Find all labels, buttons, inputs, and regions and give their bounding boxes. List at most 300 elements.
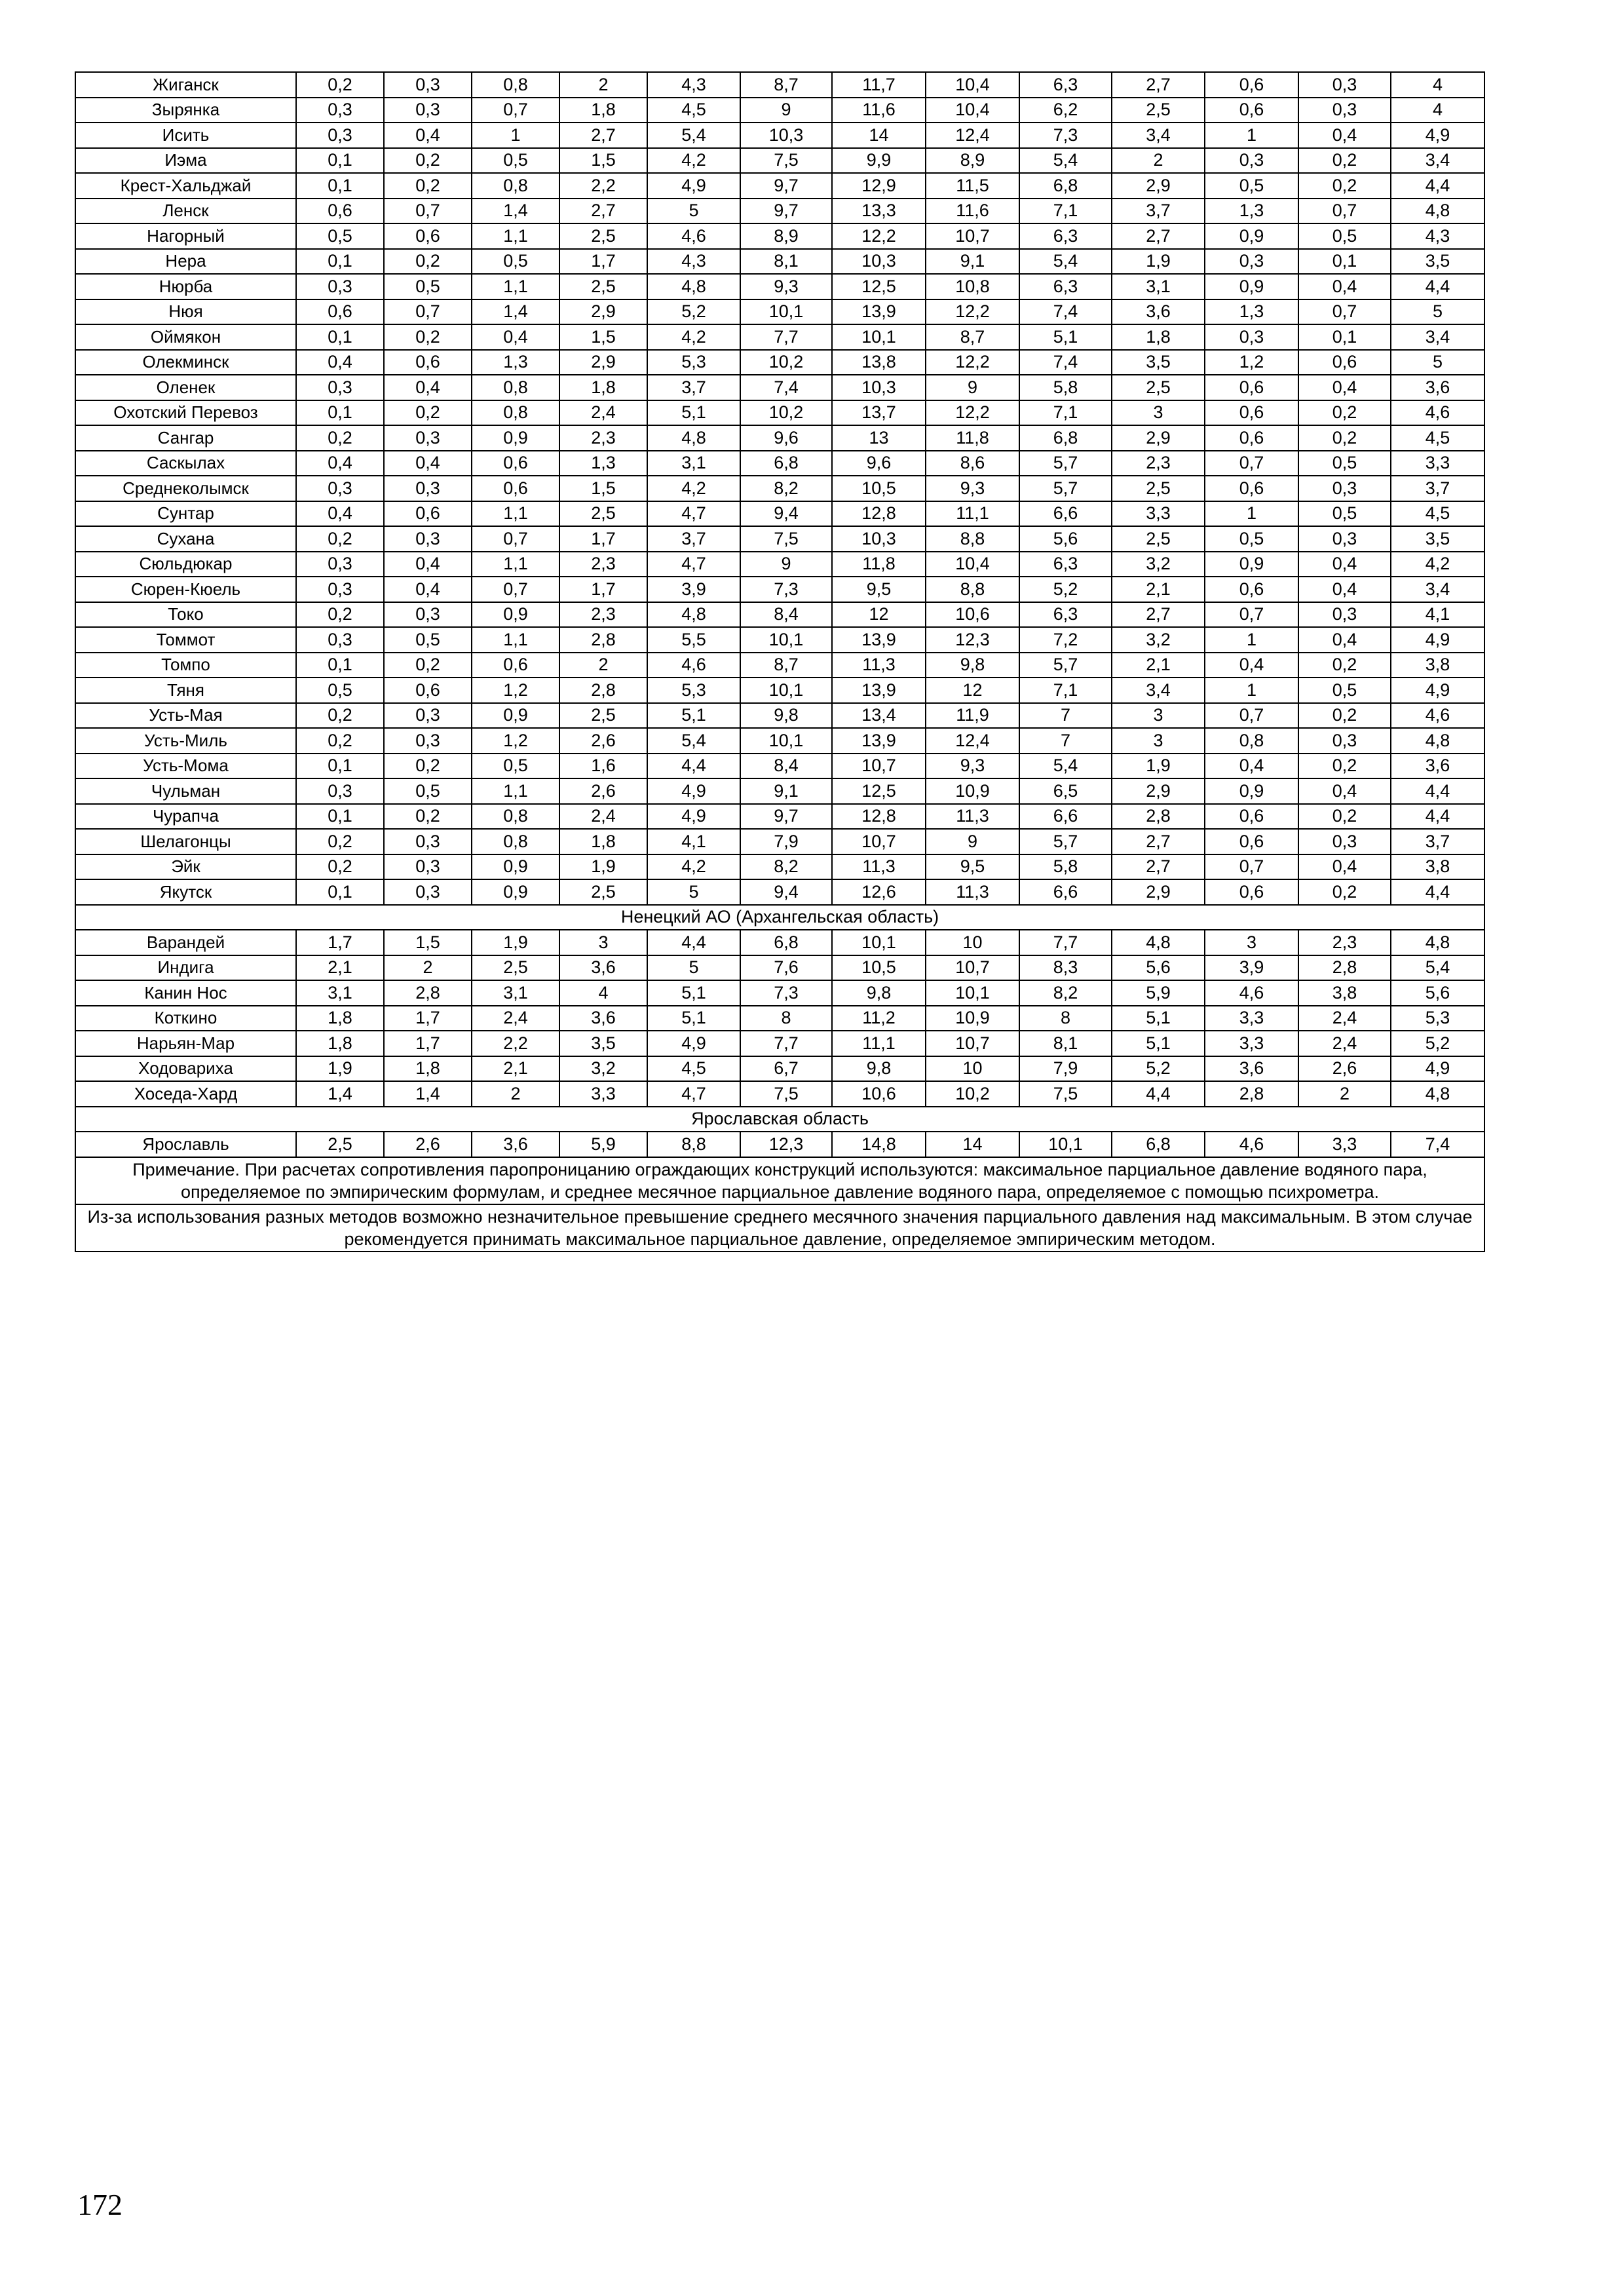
month-value-3: 0,6 [472, 476, 559, 501]
month-value-10: 2,5 [1112, 526, 1205, 552]
month-value-4: 2,2 [559, 173, 647, 199]
month-value-3: 0,6 [472, 653, 559, 678]
month-value-9: 7,7 [1019, 930, 1112, 955]
month-value-7: 10,6 [832, 1081, 926, 1107]
table-row [75, 476, 1484, 501]
station-name: Тяня [75, 678, 296, 703]
month-value-10: 3,7 [1112, 199, 1205, 224]
month-value-9: 7,5 [1019, 1081, 1112, 1107]
month-value-2: 1,7 [384, 1006, 472, 1031]
month-value-12: 0,1 [1298, 324, 1391, 350]
month-value-10: 2 [1112, 148, 1205, 174]
month-value-9: 6,8 [1019, 173, 1112, 199]
month-value-9: 7 [1019, 728, 1112, 754]
month-value-9: 5,2 [1019, 577, 1112, 602]
month-value-5: 5,1 [647, 703, 740, 729]
station-name: Олекминск [75, 350, 296, 375]
month-value-3: 0,6 [472, 451, 559, 476]
month-value-12: 0,4 [1298, 778, 1391, 804]
month-value-6: 9 [740, 98, 832, 123]
month-value-12: 0,2 [1298, 754, 1391, 779]
month-value-3: 1,1 [472, 274, 559, 299]
month-value-1: 0,4 [296, 501, 384, 527]
table-row [75, 123, 1484, 148]
station-name: Ленск [75, 199, 296, 224]
month-value-8: 8,8 [926, 577, 1019, 602]
month-value-5: 4,9 [647, 1031, 740, 1056]
station-name: Нера [75, 249, 296, 275]
month-value-12: 0,2 [1298, 653, 1391, 678]
month-value-10: 5,2 [1112, 1056, 1205, 1082]
month-value-13: 5,4 [1391, 955, 1484, 981]
month-value-11: 0,9 [1205, 778, 1298, 804]
month-value-7: 12,8 [832, 501, 926, 527]
month-value-4: 1,7 [559, 577, 647, 602]
table-row [75, 223, 1484, 249]
month-value-6: 9,7 [740, 199, 832, 224]
month-value-7: 14,8 [832, 1132, 926, 1157]
month-value-2: 0,3 [384, 703, 472, 729]
month-value-9: 7,2 [1019, 627, 1112, 653]
month-value-8: 11,8 [926, 425, 1019, 451]
month-value-2: 0,3 [384, 72, 472, 98]
table-row [75, 1056, 1484, 1082]
month-value-10: 2,5 [1112, 98, 1205, 123]
month-value-4: 2,4 [559, 400, 647, 426]
month-value-13: 4,2 [1391, 552, 1484, 577]
month-value-7: 13,4 [832, 703, 926, 729]
month-value-4: 1,8 [559, 98, 647, 123]
table-row [75, 602, 1484, 628]
month-value-10: 3,2 [1112, 552, 1205, 577]
month-value-12: 0,2 [1298, 148, 1391, 174]
month-value-13: 3,6 [1391, 754, 1484, 779]
month-value-4: 1,6 [559, 754, 647, 779]
month-value-9: 8,3 [1019, 955, 1112, 981]
month-value-4: 1,9 [559, 854, 647, 880]
month-value-9: 5,6 [1019, 526, 1112, 552]
table-row [75, 451, 1484, 476]
month-value-9: 7,1 [1019, 400, 1112, 426]
month-value-6: 7,5 [740, 1081, 832, 1107]
month-value-12: 0,4 [1298, 854, 1391, 880]
month-value-3: 0,9 [472, 425, 559, 451]
month-value-4: 3,3 [559, 1081, 647, 1107]
month-value-1: 3,1 [296, 980, 384, 1006]
month-value-3: 1,4 [472, 199, 559, 224]
month-value-12: 3,3 [1298, 1132, 1391, 1157]
month-value-5: 5,4 [647, 123, 740, 148]
month-value-11: 4,6 [1205, 980, 1298, 1006]
month-value-1: 0,3 [296, 375, 384, 400]
month-value-9: 8 [1019, 1006, 1112, 1031]
month-value-3: 1 [472, 123, 559, 148]
month-value-4: 2,5 [559, 703, 647, 729]
month-value-8: 11,3 [926, 879, 1019, 905]
month-value-7: 10,3 [832, 375, 926, 400]
month-value-11: 0,6 [1205, 400, 1298, 426]
month-value-13: 3,4 [1391, 577, 1484, 602]
month-value-1: 0,3 [296, 98, 384, 123]
month-value-3: 2,5 [472, 955, 559, 981]
month-value-12: 0,2 [1298, 804, 1391, 830]
station-name: Усть-Мома [75, 754, 296, 779]
month-value-3: 1,1 [472, 223, 559, 249]
month-value-11: 0,5 [1205, 173, 1298, 199]
table-row [75, 249, 1484, 275]
month-value-9: 5,1 [1019, 324, 1112, 350]
month-value-11: 0,9 [1205, 552, 1298, 577]
month-value-2: 0,6 [384, 678, 472, 703]
table-row [75, 425, 1484, 451]
month-value-8: 10 [926, 930, 1019, 955]
month-value-3: 0,7 [472, 98, 559, 123]
month-value-9: 8,1 [1019, 1031, 1112, 1056]
month-value-4: 3,6 [559, 1006, 647, 1031]
month-value-4: 2,5 [559, 274, 647, 299]
month-value-9: 6,3 [1019, 602, 1112, 628]
station-name: Шелагонцы [75, 829, 296, 854]
month-value-7: 12,5 [832, 274, 926, 299]
month-value-11: 2,8 [1205, 1081, 1298, 1107]
month-value-6: 9,4 [740, 879, 832, 905]
month-value-11: 1,2 [1205, 350, 1298, 375]
month-value-10: 3 [1112, 703, 1205, 729]
month-value-6: 7,3 [740, 980, 832, 1006]
month-value-7: 11,8 [832, 552, 926, 577]
month-value-7: 11,2 [832, 1006, 926, 1031]
month-value-12: 0,5 [1298, 223, 1391, 249]
month-value-11: 0,6 [1205, 98, 1298, 123]
month-value-9: 6,3 [1019, 72, 1112, 98]
month-value-13: 4,4 [1391, 778, 1484, 804]
month-value-8: 12 [926, 678, 1019, 703]
month-value-13: 4,4 [1391, 173, 1484, 199]
month-value-12: 0,2 [1298, 425, 1391, 451]
table-row [75, 552, 1484, 577]
station-name: Исить [75, 123, 296, 148]
table-row [75, 804, 1484, 830]
month-value-2: 0,3 [384, 879, 472, 905]
month-value-13: 4,8 [1391, 199, 1484, 224]
station-name: Чульман [75, 778, 296, 804]
table-row [75, 854, 1484, 880]
month-value-13: 4,9 [1391, 627, 1484, 653]
station-name: Сунтар [75, 501, 296, 527]
month-value-7: 13,3 [832, 199, 926, 224]
month-value-2: 1,4 [384, 1081, 472, 1107]
month-value-10: 1,9 [1112, 754, 1205, 779]
month-value-5: 4,8 [647, 425, 740, 451]
month-value-12: 0,4 [1298, 577, 1391, 602]
month-value-11: 0,7 [1205, 703, 1298, 729]
table-row [75, 274, 1484, 299]
month-value-8: 12,2 [926, 350, 1019, 375]
month-value-5: 4,3 [647, 72, 740, 98]
month-value-5: 5,2 [647, 299, 740, 325]
month-value-8: 9,8 [926, 653, 1019, 678]
month-value-2: 0,2 [384, 754, 472, 779]
month-value-4: 2,6 [559, 778, 647, 804]
month-value-10: 2,5 [1112, 375, 1205, 400]
table-row [75, 98, 1484, 123]
month-value-13: 4,4 [1391, 804, 1484, 830]
month-value-7: 10,5 [832, 476, 926, 501]
month-value-5: 3,1 [647, 451, 740, 476]
month-value-2: 0,4 [384, 123, 472, 148]
station-name: Томмот [75, 627, 296, 653]
month-value-9: 7 [1019, 703, 1112, 729]
month-value-12: 0,4 [1298, 552, 1391, 577]
month-value-5: 4,2 [647, 324, 740, 350]
month-value-9: 10,1 [1019, 1132, 1112, 1157]
month-value-11: 3,9 [1205, 955, 1298, 981]
month-value-10: 3,4 [1112, 123, 1205, 148]
month-value-6: 9,7 [740, 173, 832, 199]
month-value-2: 0,3 [384, 526, 472, 552]
note-row [75, 1204, 1484, 1252]
month-value-6: 7,5 [740, 148, 832, 174]
month-value-1: 0,1 [296, 804, 384, 830]
month-value-10: 6,8 [1112, 1132, 1205, 1157]
table-row [75, 1006, 1484, 1031]
month-value-13: 4,3 [1391, 223, 1484, 249]
month-value-4: 4 [559, 980, 647, 1006]
month-value-4: 2,7 [559, 123, 647, 148]
month-value-4: 2,8 [559, 627, 647, 653]
month-value-12: 0,2 [1298, 703, 1391, 729]
table-row [75, 526, 1484, 552]
station-name: Якутск [75, 879, 296, 905]
month-value-6: 9,8 [740, 703, 832, 729]
month-value-13: 3,4 [1391, 148, 1484, 174]
station-name: Оленек [75, 375, 296, 400]
month-value-4: 1,3 [559, 451, 647, 476]
month-value-1: 0,6 [296, 299, 384, 325]
table-row [75, 501, 1484, 527]
month-value-5: 4,7 [647, 1081, 740, 1107]
month-value-12: 0,1 [1298, 249, 1391, 275]
month-value-10: 5,6 [1112, 955, 1205, 981]
month-value-8: 11,9 [926, 703, 1019, 729]
month-value-5: 4,8 [647, 274, 740, 299]
note-row [75, 1157, 1484, 1204]
month-value-2: 0,2 [384, 653, 472, 678]
month-value-10: 2,5 [1112, 476, 1205, 501]
month-value-1: 0,1 [296, 754, 384, 779]
month-value-6: 8 [740, 1006, 832, 1031]
month-value-4: 3,5 [559, 1031, 647, 1056]
month-value-10: 5,1 [1112, 1006, 1205, 1031]
month-value-8: 10,8 [926, 274, 1019, 299]
month-value-2: 0,2 [384, 173, 472, 199]
month-value-11: 1 [1205, 501, 1298, 527]
month-value-3: 0,9 [472, 879, 559, 905]
month-value-2: 0,5 [384, 778, 472, 804]
month-value-5: 3,7 [647, 526, 740, 552]
month-value-1: 0,2 [296, 703, 384, 729]
month-value-7: 12,6 [832, 879, 926, 905]
month-value-10: 5,1 [1112, 1031, 1205, 1056]
month-value-2: 0,3 [384, 425, 472, 451]
month-value-4: 2 [559, 653, 647, 678]
month-value-5: 5 [647, 199, 740, 224]
month-value-5: 3,9 [647, 577, 740, 602]
month-value-3: 1,9 [472, 930, 559, 955]
month-value-9: 6,3 [1019, 552, 1112, 577]
month-value-5: 4,4 [647, 754, 740, 779]
month-value-13: 5,3 [1391, 1006, 1484, 1031]
month-value-3: 0,8 [472, 804, 559, 830]
month-value-7: 13 [832, 425, 926, 451]
month-value-5: 4,6 [647, 223, 740, 249]
month-value-13: 3,5 [1391, 526, 1484, 552]
month-value-5: 4,2 [647, 854, 740, 880]
month-value-8: 12,3 [926, 627, 1019, 653]
month-value-8: 8,7 [926, 324, 1019, 350]
month-value-10: 3,6 [1112, 299, 1205, 325]
month-value-6: 7,9 [740, 829, 832, 854]
month-value-9: 6,2 [1019, 98, 1112, 123]
month-value-6: 9,1 [740, 778, 832, 804]
month-value-10: 2,7 [1112, 223, 1205, 249]
month-value-4: 2,5 [559, 223, 647, 249]
month-value-3: 2,2 [472, 1031, 559, 1056]
month-value-10: 2,8 [1112, 804, 1205, 830]
table-row [75, 324, 1484, 350]
month-value-2: 2,6 [384, 1132, 472, 1157]
month-value-7: 10,5 [832, 955, 926, 981]
table-row [75, 754, 1484, 779]
month-value-11: 0,6 [1205, 425, 1298, 451]
month-value-9: 6,6 [1019, 501, 1112, 527]
month-value-6: 9,4 [740, 501, 832, 527]
month-value-3: 0,8 [472, 173, 559, 199]
month-value-7: 9,5 [832, 577, 926, 602]
month-value-8: 8,8 [926, 526, 1019, 552]
month-value-10: 3 [1112, 728, 1205, 754]
month-value-13: 7,4 [1391, 1132, 1484, 1157]
table-row [75, 350, 1484, 375]
month-value-1: 0,2 [296, 854, 384, 880]
month-value-1: 0,1 [296, 400, 384, 426]
month-value-11: 0,9 [1205, 274, 1298, 299]
month-value-6: 10,2 [740, 350, 832, 375]
month-value-10: 2,7 [1112, 72, 1205, 98]
month-value-7: 12,8 [832, 804, 926, 830]
month-value-4: 2,9 [559, 299, 647, 325]
month-value-6: 8,7 [740, 72, 832, 98]
month-value-2: 0,3 [384, 829, 472, 854]
month-value-1: 0,3 [296, 476, 384, 501]
month-value-11: 0,8 [1205, 728, 1298, 754]
month-value-8: 10,7 [926, 1031, 1019, 1056]
month-value-11: 0,7 [1205, 451, 1298, 476]
table-row [75, 199, 1484, 224]
month-value-6: 6,8 [740, 930, 832, 955]
month-value-10: 2,9 [1112, 778, 1205, 804]
month-value-10: 2,9 [1112, 879, 1205, 905]
month-value-11: 0,7 [1205, 602, 1298, 628]
station-name: Оймякон [75, 324, 296, 350]
month-value-3: 0,7 [472, 577, 559, 602]
month-value-2: 0,7 [384, 299, 472, 325]
month-value-13: 4,9 [1391, 678, 1484, 703]
month-value-4: 5,9 [559, 1132, 647, 1157]
station-name: Иэма [75, 148, 296, 174]
station-name: Сухана [75, 526, 296, 552]
month-value-3: 2 [472, 1081, 559, 1107]
month-value-13: 3,7 [1391, 829, 1484, 854]
month-value-13: 4,6 [1391, 400, 1484, 426]
month-value-3: 2,1 [472, 1056, 559, 1082]
month-value-11: 1 [1205, 123, 1298, 148]
month-value-12: 0,4 [1298, 627, 1391, 653]
month-value-13: 4,8 [1391, 1081, 1484, 1107]
table-row [75, 627, 1484, 653]
month-value-12: 0,5 [1298, 678, 1391, 703]
month-value-12: 0,3 [1298, 602, 1391, 628]
station-name: Сюрен-Кюель [75, 577, 296, 602]
month-value-13: 4,5 [1391, 425, 1484, 451]
month-value-7: 10,3 [832, 249, 926, 275]
month-value-2: 0,3 [384, 602, 472, 628]
station-name: Коткино [75, 1006, 296, 1031]
month-value-10: 3,4 [1112, 678, 1205, 703]
month-value-13: 5 [1391, 299, 1484, 325]
table-row [75, 879, 1484, 905]
month-value-7: 13,8 [832, 350, 926, 375]
table-row [75, 72, 1484, 98]
month-value-13: 4,1 [1391, 602, 1484, 628]
station-name: Варандей [75, 930, 296, 955]
month-value-12: 0,3 [1298, 476, 1391, 501]
month-value-2: 1,8 [384, 1056, 472, 1082]
month-value-6: 6,7 [740, 1056, 832, 1082]
month-value-7: 12 [832, 602, 926, 628]
month-value-13: 4 [1391, 72, 1484, 98]
month-value-7: 10,7 [832, 754, 926, 779]
month-value-11: 0,4 [1205, 754, 1298, 779]
month-value-10: 2,7 [1112, 854, 1205, 880]
month-value-2: 2 [384, 955, 472, 981]
month-value-8: 9 [926, 829, 1019, 854]
month-value-6: 8,4 [740, 754, 832, 779]
note-text: Из-за использования разных методов возможно незначительное превышение среднего месячного значения парциального давления над максимальным. В этом случае рекомендуется принимать максимальное парциальное давление, определяемое эмпирическим методом. [75, 1204, 1484, 1252]
region-header-row [75, 1107, 1484, 1132]
month-value-9: 8,2 [1019, 980, 1112, 1006]
month-value-1: 0,2 [296, 602, 384, 628]
month-value-7: 11,6 [832, 98, 926, 123]
month-value-6: 8,9 [740, 223, 832, 249]
month-value-6: 10,1 [740, 728, 832, 754]
month-value-2: 0,3 [384, 854, 472, 880]
month-value-6: 10,2 [740, 400, 832, 426]
month-value-3: 1,1 [472, 552, 559, 577]
table-row [75, 703, 1484, 729]
table-row [75, 148, 1484, 174]
month-value-4: 2,3 [559, 552, 647, 577]
month-value-13: 4,4 [1391, 274, 1484, 299]
station-name: Ходовариха [75, 1056, 296, 1082]
month-value-6: 9,7 [740, 804, 832, 830]
month-value-2: 0,6 [384, 350, 472, 375]
month-value-4: 1,8 [559, 829, 647, 854]
month-value-1: 1,7 [296, 930, 384, 955]
month-value-4: 2,8 [559, 678, 647, 703]
month-value-8: 10 [926, 1056, 1019, 1082]
month-value-8: 9,3 [926, 754, 1019, 779]
